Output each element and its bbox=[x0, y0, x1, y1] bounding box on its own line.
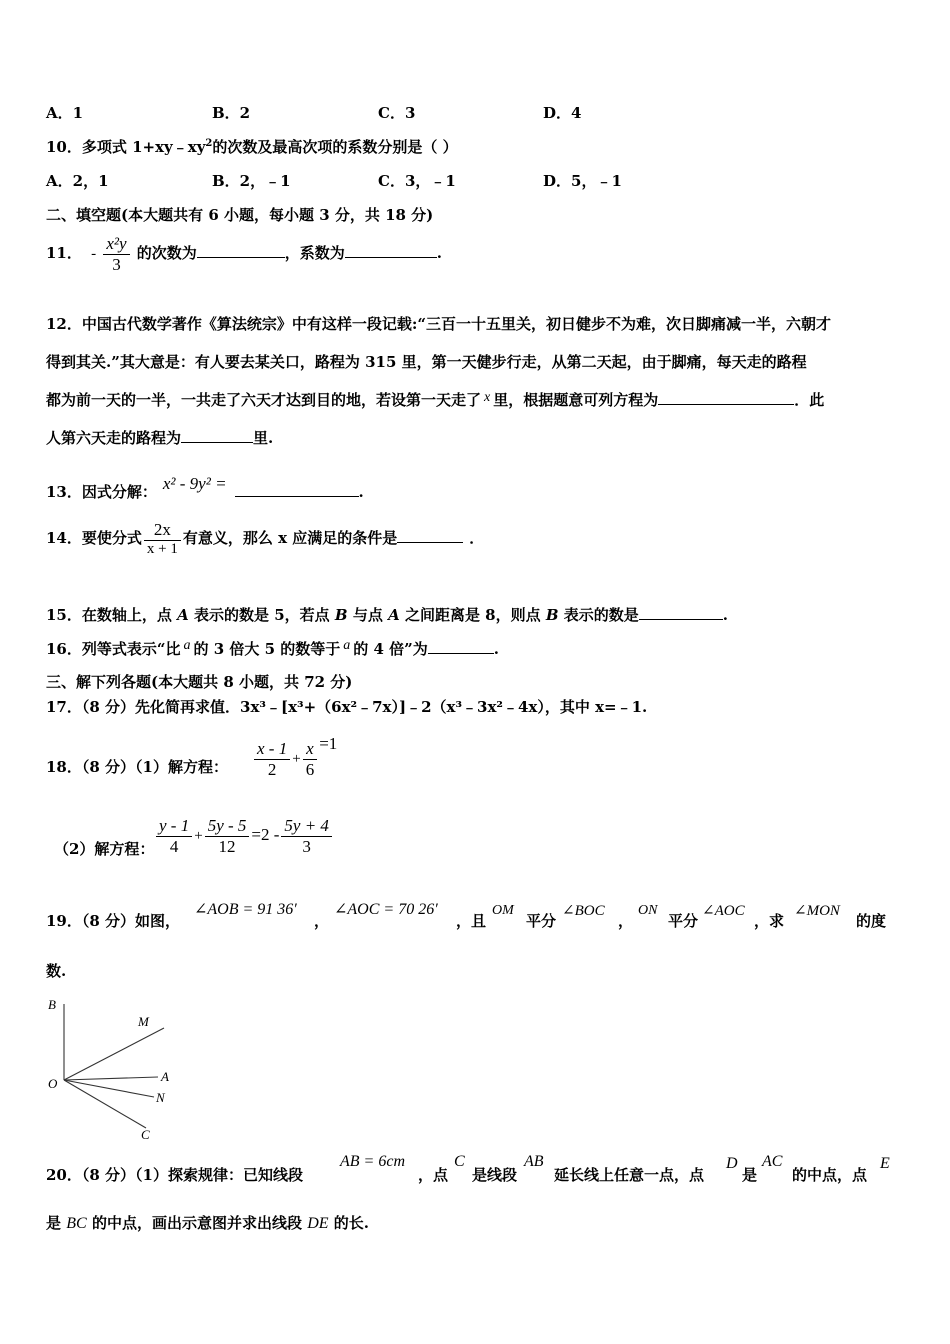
q20-point-d: D bbox=[726, 1155, 738, 1172]
q10-stem-tail: 的次数及最高次项的系数分别是（ ） bbox=[212, 138, 458, 156]
q16-text-a: 16．列等式表示“比 bbox=[46, 640, 181, 658]
q19-line-1 bbox=[46, 900, 910, 930]
q15-point-a: A bbox=[177, 606, 189, 624]
q19-angle-figure bbox=[40, 994, 190, 1144]
label-m: M bbox=[138, 1014, 149, 1029]
q19-angle-mon: ∠MON bbox=[794, 903, 840, 919]
q11-blank-coefficient[interactable] bbox=[345, 243, 437, 258]
q11-fraction-numerator: x²y bbox=[106, 234, 127, 253]
q13-expression: x² - 9y² = bbox=[162, 474, 227, 493]
q18-label-2: （2）解方程： bbox=[54, 840, 155, 858]
q11-fraction-denominator: 3 bbox=[112, 254, 121, 274]
q15-text-c: 与点 bbox=[352, 606, 383, 624]
q18-eq2-plus: + bbox=[194, 828, 203, 845]
q20-line-2-b: 的中点，画出示意图并求出线段 bbox=[91, 1214, 302, 1232]
q18-eq2-f2-num: 5y - 5 bbox=[207, 816, 247, 835]
q10-option-c: C．3，﹣1 bbox=[378, 172, 456, 190]
q19-sep-1: ， bbox=[314, 912, 330, 930]
q10-option-b: B．2，﹣1 bbox=[212, 172, 291, 190]
q18-eq2-mid: =2 - bbox=[251, 825, 280, 845]
q18-eq1-f1-den: 2 bbox=[267, 759, 277, 779]
q20-t5: 的中点，点 bbox=[792, 1166, 868, 1184]
q20-t1: ，点 bbox=[418, 1166, 449, 1184]
q9-option-b: B．2 bbox=[212, 104, 251, 122]
q18-eq2-fraction-2 bbox=[205, 816, 250, 856]
q20-line-2-a: 是 bbox=[46, 1214, 62, 1232]
ray-oa bbox=[64, 1077, 158, 1080]
q19-label: 19．（8 分）如图， bbox=[46, 912, 181, 930]
q14-text: 有意义，那么 x 应满足的条件是 bbox=[182, 528, 398, 547]
q16-text-c: 的 4 倍”为 bbox=[353, 640, 428, 658]
q16-variable-a-2: a bbox=[343, 638, 351, 653]
q16-text-b: 的 3 倍大 5 的数等于 bbox=[193, 640, 341, 658]
q13 bbox=[46, 474, 910, 501]
q13-number: 13．因式分解： bbox=[46, 483, 157, 501]
label-a: A bbox=[161, 1069, 169, 1084]
q12-variable-x: x bbox=[484, 390, 491, 405]
q12-line-1: 12．中国古代数学著作《算法统宗》中有这样一段记载:“三百一十五里关，初日健步不为难，次日脚痛减一半，六朝才 bbox=[46, 315, 832, 333]
q18-eq1-fraction-1 bbox=[254, 739, 290, 779]
q20-line-2 bbox=[46, 1214, 910, 1233]
q18-label-1: 18．（8 分）（1）解方程： bbox=[46, 758, 228, 776]
q19-angle-aob: ∠AOB = 91 36′ bbox=[194, 901, 297, 918]
q14-blank[interactable] bbox=[397, 528, 463, 543]
label-c: C bbox=[141, 1127, 150, 1142]
q20-label: 20．（8 分）（1）探索规律：已知线段 bbox=[46, 1166, 303, 1184]
q18-eq2-fraction-3 bbox=[281, 816, 332, 856]
q14-end: ． bbox=[469, 528, 485, 547]
q14 bbox=[46, 520, 910, 558]
q15-text-a: 15．在数轴上，点 bbox=[46, 606, 172, 624]
q12-line-4-end: 里. bbox=[253, 429, 274, 447]
q10-option-a: A．2，1 bbox=[46, 172, 109, 190]
q20-t2: 是线段 bbox=[472, 1166, 518, 1184]
q11-fraction bbox=[103, 234, 129, 274]
q20-point-e: E bbox=[880, 1155, 890, 1172]
q14-fraction-denominator: x + 1 bbox=[146, 540, 178, 557]
q10-superscript: 2 bbox=[205, 138, 213, 149]
q9-option-c: C．3 bbox=[378, 104, 416, 122]
q15-text-e: 表示的数是 bbox=[563, 606, 639, 624]
q12-line-3-mid: 里，根据题意可列方程为 bbox=[493, 391, 659, 409]
q18-equation-2 bbox=[154, 816, 334, 856]
q18-eq2-f3-num: 5y + 4 bbox=[284, 816, 329, 835]
q20-line-1 bbox=[46, 1152, 910, 1186]
q18-eq2-f1-num: y - 1 bbox=[159, 816, 190, 835]
q20-line-2-c: 的长. bbox=[333, 1214, 369, 1232]
q18-equation-1 bbox=[252, 734, 337, 779]
q16-blank[interactable] bbox=[428, 639, 494, 654]
q20-segment-de: DE bbox=[307, 1215, 329, 1232]
q17: 17．（8 分）先化简再求值．3x³﹣[x³+（6x²﹣7x）]﹣2（x³﹣3x²﹣4x），其中 x=﹣1. bbox=[46, 698, 648, 716]
q12-line-4-text: 人第六天走的路程为 bbox=[46, 429, 182, 447]
q20-t3: 延长线上任意一点，点 bbox=[554, 1166, 705, 1184]
q14-fraction-numerator: 2x bbox=[153, 520, 171, 539]
q15-end: . bbox=[722, 606, 729, 624]
q16 bbox=[46, 638, 910, 658]
q20-segment-ab: AB = 6cm bbox=[340, 1153, 405, 1170]
q18-eq2-f1-den: 4 bbox=[169, 836, 179, 856]
q15-point-b: B bbox=[334, 606, 348, 624]
q12-line-3-end: ．此 bbox=[794, 391, 825, 409]
q13-end: . bbox=[358, 483, 364, 501]
q16-end: . bbox=[493, 640, 500, 658]
q20-t4: 是 bbox=[742, 1166, 758, 1184]
q19-angle-aoc-2: ∠AOC bbox=[702, 903, 745, 919]
q12-line-3 bbox=[46, 390, 910, 409]
q19-ray-on: ON bbox=[638, 903, 658, 918]
q18-eq1-f2-num: x bbox=[306, 738, 314, 758]
q19-bisect-1: 平分 bbox=[526, 912, 557, 930]
q15-text-b: 表示的数是 5，若点 bbox=[193, 606, 330, 624]
q19-ray-om: OM bbox=[492, 903, 514, 918]
q19-sep-2: ，且 bbox=[456, 912, 487, 930]
q9-option-a: A．1 bbox=[46, 104, 84, 122]
q15-text-d: 之间距离是 8，则点 bbox=[404, 606, 541, 624]
q11-blank-degree[interactable] bbox=[197, 243, 285, 258]
q18-part-2 bbox=[46, 816, 910, 864]
q18-eq2-fraction-1 bbox=[156, 816, 192, 856]
q18-eq1-rhs: =1 bbox=[319, 734, 338, 753]
q12-line-3-text: 都为前一天的一半，一共走了六天才达到目的地，若设第一天走了 bbox=[46, 391, 482, 409]
q10-option-d: D．5，﹣1 bbox=[543, 172, 622, 190]
q14-fraction bbox=[144, 520, 181, 558]
q12-blank-distance[interactable] bbox=[181, 428, 253, 443]
q19-tail: 的度 bbox=[856, 912, 887, 930]
q11-text-coefficient: ，系数为 bbox=[284, 244, 345, 263]
q19-line-2: 数. bbox=[46, 962, 67, 980]
q11-minus: - bbox=[91, 246, 97, 263]
q14-number: 14．要使分式 bbox=[46, 528, 142, 547]
q20-segment-ab-2: AB bbox=[524, 1153, 544, 1170]
label-b: B bbox=[48, 997, 56, 1012]
q11-number: 11． bbox=[46, 244, 82, 263]
q15-point-a-2: A bbox=[388, 606, 400, 624]
q12-line-4 bbox=[46, 428, 910, 447]
q19-ask: ，求 bbox=[754, 912, 785, 930]
section-3-title: 三、解下列各题(本大题共 8 小题，共 72 分) bbox=[46, 673, 353, 691]
q18-eq1-f1-num: x - 1 bbox=[257, 738, 288, 758]
q15 bbox=[46, 605, 910, 624]
q11-text-degree: 的次数为 bbox=[136, 244, 197, 263]
section-2-title: 二、填空题(本大题共有 6 小题，每小题 3 分，共 18 分) bbox=[46, 206, 434, 224]
label-n: N bbox=[156, 1090, 165, 1105]
ray-om bbox=[64, 1028, 164, 1080]
q19-angle-boc: ∠BOC bbox=[562, 903, 605, 919]
q11-end: . bbox=[436, 244, 443, 263]
q18-eq2-f2-den: 12 bbox=[218, 836, 236, 856]
q10-stem bbox=[46, 138, 910, 156]
q16-variable-a: a bbox=[183, 638, 191, 653]
q20-segment-bc: BC bbox=[66, 1215, 87, 1232]
q13-blank[interactable] bbox=[235, 482, 359, 497]
q15-point-b-2: B bbox=[545, 606, 559, 624]
q12-blank-equation[interactable] bbox=[658, 390, 794, 405]
q18-part-1 bbox=[46, 734, 910, 782]
q19-angle-aoc: ∠AOC = 70 26′ bbox=[334, 901, 438, 918]
q18-eq1-f2-den: 6 bbox=[305, 759, 315, 779]
q12-line-2: 得到其关.”其大意是：有人要去某关口，路程为 315 里，第一天健步行走，从第二天起，由于脚痛，每天走的路程 bbox=[46, 353, 807, 371]
q15-blank[interactable] bbox=[639, 605, 723, 620]
q19-sep-3: ， bbox=[618, 912, 634, 930]
q20-segment-ac: AC bbox=[762, 1153, 783, 1170]
q20-point-c: C bbox=[454, 1153, 465, 1170]
q18-eq2-f3-den: 3 bbox=[302, 836, 311, 856]
q18-eq1-plus: + bbox=[292, 751, 301, 767]
q18-eq1-fraction-2 bbox=[303, 739, 318, 779]
q10-stem-text: 10．多项式 1+xy﹣xy bbox=[46, 138, 206, 156]
q9-option-d: D．4 bbox=[543, 104, 582, 122]
q19-bisect-2: 平分 bbox=[668, 912, 699, 930]
label-o: O bbox=[48, 1076, 58, 1091]
q11 bbox=[46, 234, 910, 274]
